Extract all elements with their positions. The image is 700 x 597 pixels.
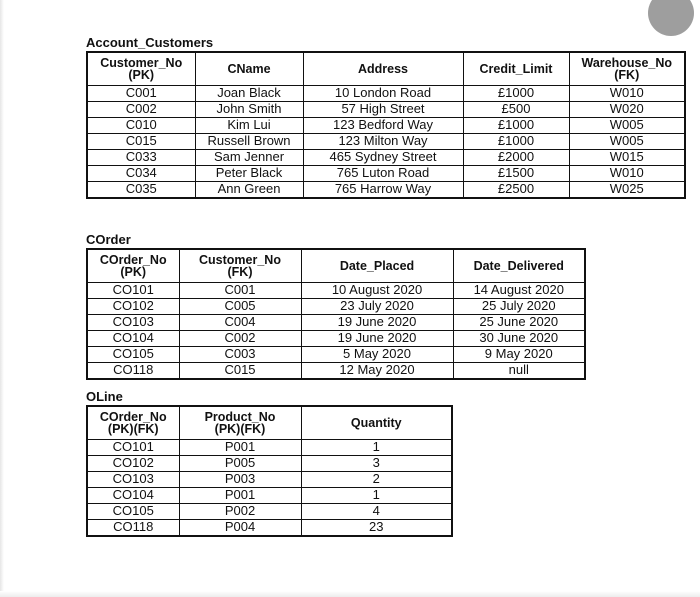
table-cell: 5 May 2020 [301, 346, 453, 362]
table-cell: CO118 [87, 362, 179, 379]
table-cell: P003 [179, 471, 301, 487]
table-cell: £1000 [463, 133, 569, 149]
column-header [195, 52, 303, 85]
table-cell: C004 [179, 314, 301, 330]
column-header-key: (FK) [614, 67, 640, 82]
table-cell: 1 [301, 487, 452, 503]
table-cell: 465 Sydney Street [303, 149, 463, 165]
table-cell: 10 London Road [303, 85, 463, 101]
table-cell: 25 June 2020 [453, 314, 585, 330]
table-cell: 57 High Street [303, 101, 463, 117]
table-cell: C015 [87, 133, 195, 149]
table-row [87, 439, 452, 455]
column-header [303, 52, 463, 85]
column-header-key: (PK) [128, 67, 155, 82]
table-cell: 25 July 2020 [453, 298, 585, 314]
table-row [87, 282, 585, 298]
column-header [301, 249, 453, 282]
table-cell: C033 [87, 149, 195, 165]
corder-table [86, 248, 586, 380]
table-row [87, 503, 452, 519]
table-cell: CO101 [87, 439, 179, 455]
column-header-key: (PK) [120, 264, 147, 279]
column-header [87, 52, 195, 85]
column-header [87, 406, 179, 439]
table-cell: P002 [179, 503, 301, 519]
column-header-name: COrder_No [99, 252, 167, 267]
table-cell: £500 [463, 101, 569, 117]
column-header-name: Warehouse_No [581, 55, 673, 70]
column-header-name: Date_Placed [339, 258, 415, 273]
table-cell: W025 [569, 181, 685, 198]
table-cell: £1000 [463, 117, 569, 133]
table-cell: W005 [569, 133, 685, 149]
table-cell: C034 [87, 165, 195, 181]
column-header-name: Quantity [350, 415, 402, 430]
table-cell: 14 August 2020 [453, 282, 585, 298]
table-row [87, 314, 585, 330]
column-header-name: Credit_Limit [479, 61, 553, 76]
table-cell: CO105 [87, 346, 179, 362]
header-row [87, 406, 452, 439]
column-header-name: COrder_No [99, 409, 167, 424]
column-header-key: (PK)(FK) [107, 421, 159, 436]
table-cell: C035 [87, 181, 195, 198]
table-cell: 23 [301, 519, 452, 536]
column-header [301, 406, 452, 439]
table-cell: £2000 [463, 149, 569, 165]
column-header-name: Customer_No [199, 252, 281, 267]
column-header [569, 52, 685, 85]
column-header [179, 406, 301, 439]
table-cell: CO118 [87, 519, 179, 536]
table-cell: null [453, 362, 585, 379]
table-cell: £1000 [463, 85, 569, 101]
table-cell: W015 [569, 149, 685, 165]
table-cell: 23 July 2020 [301, 298, 453, 314]
table-cell: 19 June 2020 [301, 314, 453, 330]
column-header-name: Address [357, 61, 409, 76]
account-customers-table [86, 51, 686, 199]
table-row [87, 330, 585, 346]
table-cell: W005 [569, 117, 685, 133]
table-cell: W010 [569, 165, 685, 181]
table-cell: £2500 [463, 181, 569, 198]
table-cell: 123 Milton Way [303, 133, 463, 149]
table-cell: 19 June 2020 [301, 330, 453, 346]
table-row [87, 101, 685, 117]
table-cell: Kim Lui [195, 117, 303, 133]
table-cell: £1500 [463, 165, 569, 181]
table-cell: W020 [569, 101, 685, 117]
table-cell: 1 [301, 439, 452, 455]
table-cell: P005 [179, 455, 301, 471]
table-row [87, 519, 452, 536]
table-row [87, 471, 452, 487]
header-row [87, 249, 585, 282]
table-cell: 765 Luton Road [303, 165, 463, 181]
table-cell: CO103 [87, 471, 179, 487]
table-cell: Russell Brown [195, 133, 303, 149]
table-cell: 9 May 2020 [453, 346, 585, 362]
table-row [87, 181, 685, 198]
table-row [87, 298, 585, 314]
column-header-key: (FK) [227, 264, 253, 279]
table-cell: 3 [301, 455, 452, 471]
table-cell: C015 [179, 362, 301, 379]
table-row [87, 487, 452, 503]
table-row [87, 362, 585, 379]
table-cell: P001 [179, 487, 301, 503]
column-header [463, 52, 569, 85]
column-header-name: Date_Delivered [473, 258, 564, 273]
table-cell: C002 [87, 101, 195, 117]
column-header-name: CName [227, 61, 271, 76]
table-row [87, 133, 685, 149]
table-cell: 2 [301, 471, 452, 487]
table-cell: 30 June 2020 [453, 330, 585, 346]
table-cell: CO104 [87, 487, 179, 503]
table-cell: CO101 [87, 282, 179, 298]
column-header-name: Customer_No [100, 55, 183, 70]
table-cell: John Smith [195, 101, 303, 117]
page-bottom-shadow [0, 591, 700, 597]
table-cell: C001 [179, 282, 301, 298]
table-cell: CO103 [87, 314, 179, 330]
table-cell: 123 Bedford Way [303, 117, 463, 133]
table-row [87, 149, 685, 165]
table-cell: CO102 [87, 455, 179, 471]
column-header [179, 249, 301, 282]
corner-circle-shape [648, 0, 694, 36]
oline-title: OLine [86, 389, 123, 404]
table-cell: Joan Black [195, 85, 303, 101]
table-row [87, 85, 685, 101]
column-header [87, 249, 179, 282]
table-cell: CO104 [87, 330, 179, 346]
corder-title: COrder [86, 232, 131, 247]
column-header [453, 249, 585, 282]
account-customers-title: Account_Customers [86, 35, 214, 50]
table-cell: CO105 [87, 503, 179, 519]
table-cell: C005 [179, 298, 301, 314]
table-cell: C010 [87, 117, 195, 133]
oline-table [86, 405, 453, 537]
table-cell: C001 [87, 85, 195, 101]
table-cell: W010 [569, 85, 685, 101]
column-header-key: (PK)(FK) [214, 421, 266, 436]
table-cell: 4 [301, 503, 452, 519]
table-cell: 765 Harrow Way [303, 181, 463, 198]
table-cell: 12 May 2020 [301, 362, 453, 379]
table-row [87, 455, 452, 471]
table-cell: C003 [179, 346, 301, 362]
table-cell: P001 [179, 439, 301, 455]
table-cell: C002 [179, 330, 301, 346]
table-cell: CO102 [87, 298, 179, 314]
table-row [87, 117, 685, 133]
column-header-name: Product_No [204, 409, 276, 424]
table-cell: Ann Green [195, 181, 303, 198]
table-cell: Sam Jenner [195, 149, 303, 165]
page-edge-shadow [0, 0, 4, 597]
table-row [87, 165, 685, 181]
table-row [87, 346, 585, 362]
header-row [87, 52, 685, 85]
table-cell: Peter Black [195, 165, 303, 181]
table-cell: 10 August 2020 [301, 282, 453, 298]
table-cell: P004 [179, 519, 301, 536]
